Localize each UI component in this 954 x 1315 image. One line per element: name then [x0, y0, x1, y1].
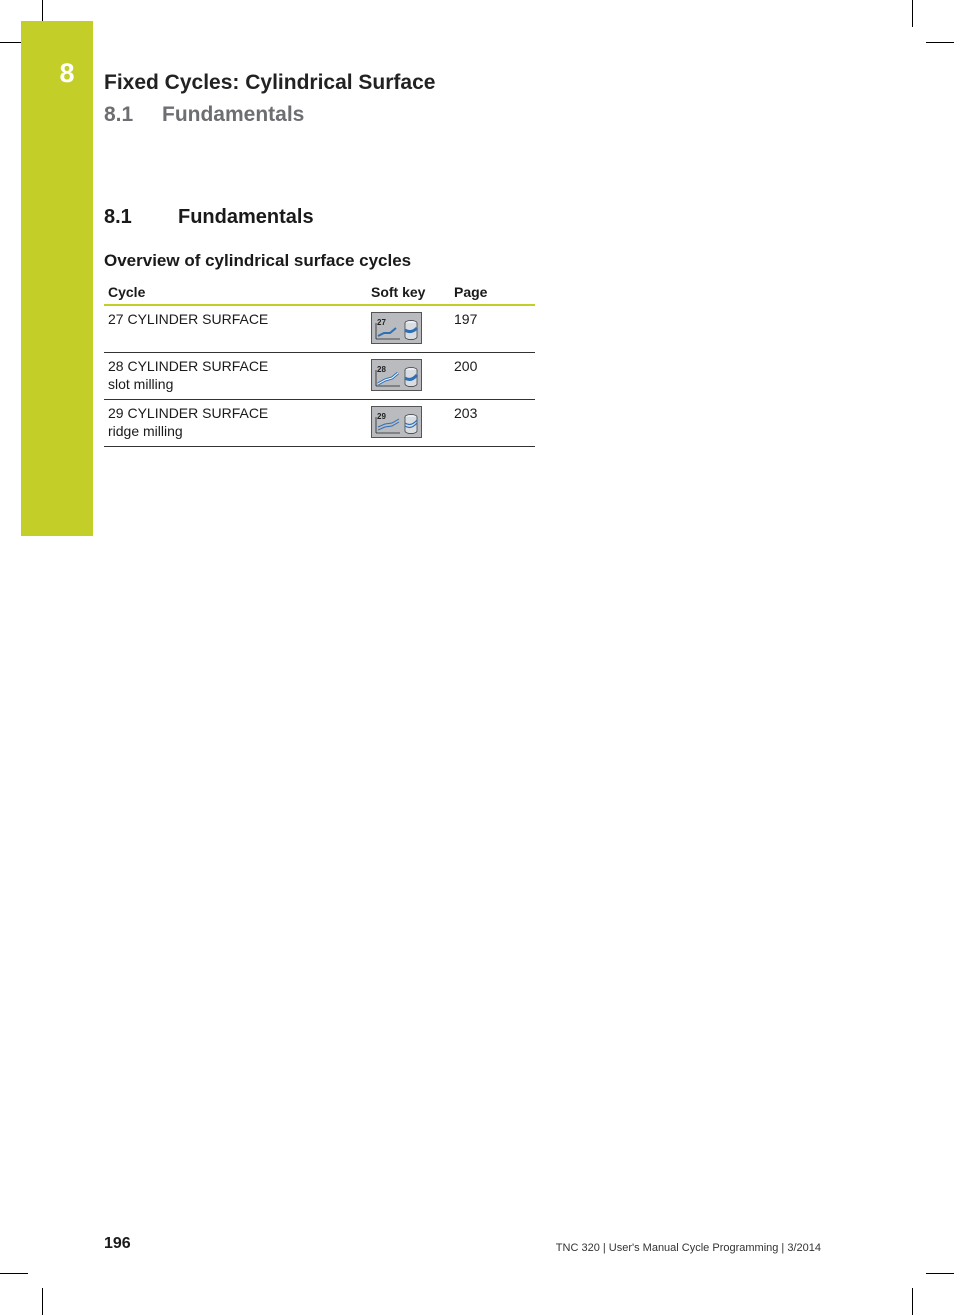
subsection-heading: Overview of cylindrical surface cycles	[104, 251, 412, 270]
page-cell: 197	[450, 305, 535, 353]
crop-mark	[0, 1273, 28, 1274]
crop-mark	[42, 1288, 43, 1315]
softkey-cell	[367, 353, 450, 400]
cylinder-slot-softkey	[371, 359, 422, 391]
page-cell: 200	[450, 353, 535, 400]
header-page: Page	[450, 281, 535, 305]
footer-page-number: 196	[104, 1235, 131, 1252]
header-softkey: Soft key	[367, 281, 450, 305]
chapter-tab	[21, 21, 93, 536]
crop-mark	[926, 1273, 954, 1274]
cycle-name: 28 CYLINDER SURFACE	[108, 358, 269, 374]
softkey-cell	[367, 305, 450, 353]
table-row	[104, 353, 535, 400]
softkey-number: 29	[377, 412, 386, 421]
running-header-section-title: Fundamentals	[162, 103, 305, 126]
running-header-section	[104, 103, 304, 127]
header-cycle: Cycle	[104, 281, 367, 305]
cycle-name: 29 CYLINDER SURFACE	[108, 405, 269, 421]
table-header-row	[104, 281, 535, 305]
cycle-cell	[104, 353, 367, 400]
running-header-title: Fixed Cycles: Cylindrical Surface	[104, 71, 436, 94]
cycle-name: 27 CYLINDER SURFACE	[108, 311, 269, 327]
softkey-number: 27	[377, 318, 386, 327]
cycle-description: ridge milling	[108, 423, 183, 439]
table-row	[104, 400, 535, 447]
crop-mark	[912, 0, 913, 27]
softkey-cell	[367, 400, 450, 447]
cylinder-ridge-softkey-icon	[372, 407, 421, 437]
softkey-number: 28	[377, 365, 386, 374]
page-cell: 203	[450, 400, 535, 447]
crop-mark	[912, 1288, 913, 1315]
cycle-overview-table	[104, 281, 535, 447]
cylinder-slot-softkey-icon	[372, 360, 421, 390]
table-row	[104, 305, 535, 353]
section-heading	[104, 206, 314, 229]
footer-text: TNC 320 | User's Manual Cycle Programming | 3/2014	[555, 1242, 821, 1254]
cylinder-ridge-softkey	[371, 406, 422, 438]
crop-mark	[926, 42, 954, 43]
section-number: 8.1	[104, 206, 132, 228]
chapter-number: 8	[59, 58, 75, 88]
cycle-description: slot milling	[108, 376, 174, 392]
running-header-section-number: 8.1	[104, 103, 134, 126]
cycle-cell	[104, 400, 367, 447]
cycle-cell	[104, 305, 367, 353]
cylinder-surface-softkey	[371, 312, 422, 344]
cylinder-surface-softkey-icon	[372, 313, 421, 343]
section-title: Fundamentals	[178, 206, 314, 228]
